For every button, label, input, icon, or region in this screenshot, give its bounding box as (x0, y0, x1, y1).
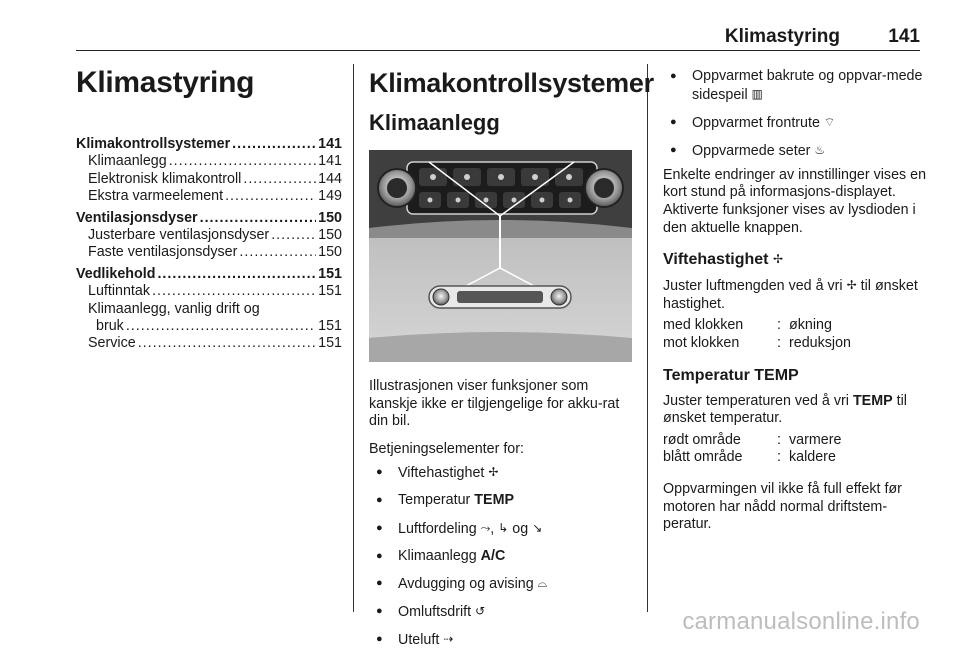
table-of-contents (76, 136, 342, 353)
info-paragraph: Enkelte endringer av innstillinger vises en kort stund på informasjons-displayet. Aktiverte funksjoner vises av lysdioden i den aktuelle knappen. (663, 166, 927, 236)
heating-note: Oppvarmingen vil ikke få full effekt før motoren har nådd normal driftstem-peratur. (663, 481, 902, 533)
air-distribution-icon: ↘ (532, 520, 543, 535)
air-distribution-icon: ⤳ (480, 520, 491, 535)
heating-list (663, 68, 928, 160)
page-number: 141 (888, 26, 920, 47)
air-distribution-icon: ↳ (498, 520, 509, 535)
temperature-heading: Temperatur TEMP (663, 366, 799, 384)
toc-entry[interactable]: Klimaanlegg, vanlig drift og bruk ..... 151 (76, 301, 342, 336)
toc-entry[interactable]: Luftinntak ..... 151 (76, 283, 342, 300)
recirculation-icon: ↺ (475, 603, 486, 618)
toc-entry[interactable]: Justerbare ventilasjonsdyser ..... 150 (76, 227, 342, 244)
list-item: ● Klimaanlegg A/C (369, 548, 633, 566)
list-item: ● Omluftsdrift ↺ (369, 603, 633, 622)
fan-icon: ✢ (772, 252, 784, 267)
list-item: ● Temperatur TEMP (369, 492, 633, 510)
column-right (663, 60, 928, 534)
chapter-title: Klimastyring (76, 66, 255, 99)
temperature-table (663, 432, 928, 467)
fan-icon: ✢ (488, 465, 499, 480)
list-item: ● Luftfordeling ⤳, ↳ og ↘ (369, 520, 633, 539)
outside-air-icon: ⇢ (443, 631, 454, 646)
list-item: ● Uteluft ⇢ (369, 631, 633, 650)
photo-caption: Illustrasjonen viser funksjoner som kanskje ikke er tilgjengelige for akku-rat din bil. (369, 378, 620, 430)
fan-paragraph: Juster luftmengden ved å vri ✢ til ønsket hastighet. (663, 278, 918, 312)
list-item: ● Oppvarmede seter ♨ (663, 142, 928, 161)
list-item: ● Avdugging og avising ⌓ (369, 575, 633, 594)
fan-speed-heading: Viftehastighet ✢ (663, 251, 784, 269)
toc-entry[interactable]: Ventilasjonsdyser ..... 150 (76, 210, 342, 227)
controls-intro: Betjeningselementer for: (369, 440, 524, 457)
running-header-title: Klimastyring (724, 26, 840, 47)
temperature-paragraph: Juster temperaturen ved å vri TEMP til ønsket temperatur. (663, 392, 907, 427)
running-header (76, 26, 920, 51)
column-divider (353, 64, 354, 612)
rear-defrost-icon: ▥ (751, 86, 763, 101)
table-row: med klokken : økning (663, 317, 832, 334)
dashboard-illustration (369, 150, 632, 362)
fan-icon: ✢ (846, 278, 857, 293)
list-item: ● Viftehastighet ✢ (369, 464, 633, 483)
watermark: carmanualsonline.info (682, 608, 920, 635)
toc-entry[interactable]: Elektronisk klimakontroll ..... 144 (76, 171, 342, 188)
section-title: Klimakontrollsystemer (369, 68, 654, 98)
toc-entry[interactable]: Faste ventilasjonsdyser ..... 150 (76, 244, 342, 261)
toc-entry[interactable]: Vedlikehold ..... 151 (76, 266, 342, 283)
table-row: blått område : kaldere (663, 449, 836, 466)
heated-windscreen-icon: ⌔ (823, 114, 836, 129)
list-item: ● Oppvarmet frontrute ⌔ (663, 114, 928, 133)
toc-entry[interactable]: Ekstra varmeelement ..... 149 (76, 188, 342, 205)
heated-seat-icon: ♨ (814, 142, 826, 157)
subsection-title: Klimaanlegg (369, 110, 500, 135)
front-defrost-icon: ⌓ (537, 575, 548, 590)
fan-table (663, 317, 928, 352)
toc-entry[interactable]: Klimakontrollsystemer ..... 141 (76, 136, 342, 153)
list-item: ● Oppvarmet bakrute og oppvar-mede sidespeil ▥ (663, 68, 928, 104)
climate-control-photo (369, 150, 632, 362)
table-row: mot klokken : reduksjon (663, 335, 851, 352)
column-divider (647, 64, 648, 612)
controls-list (369, 464, 633, 649)
column-main (369, 60, 654, 659)
column-toc (76, 60, 342, 353)
toc-entry[interactable]: Service ..... 151 (76, 335, 342, 352)
table-row: rødt område : varmere (663, 431, 842, 448)
toc-entry[interactable]: Klimaanlegg ..... 141 (76, 153, 342, 170)
